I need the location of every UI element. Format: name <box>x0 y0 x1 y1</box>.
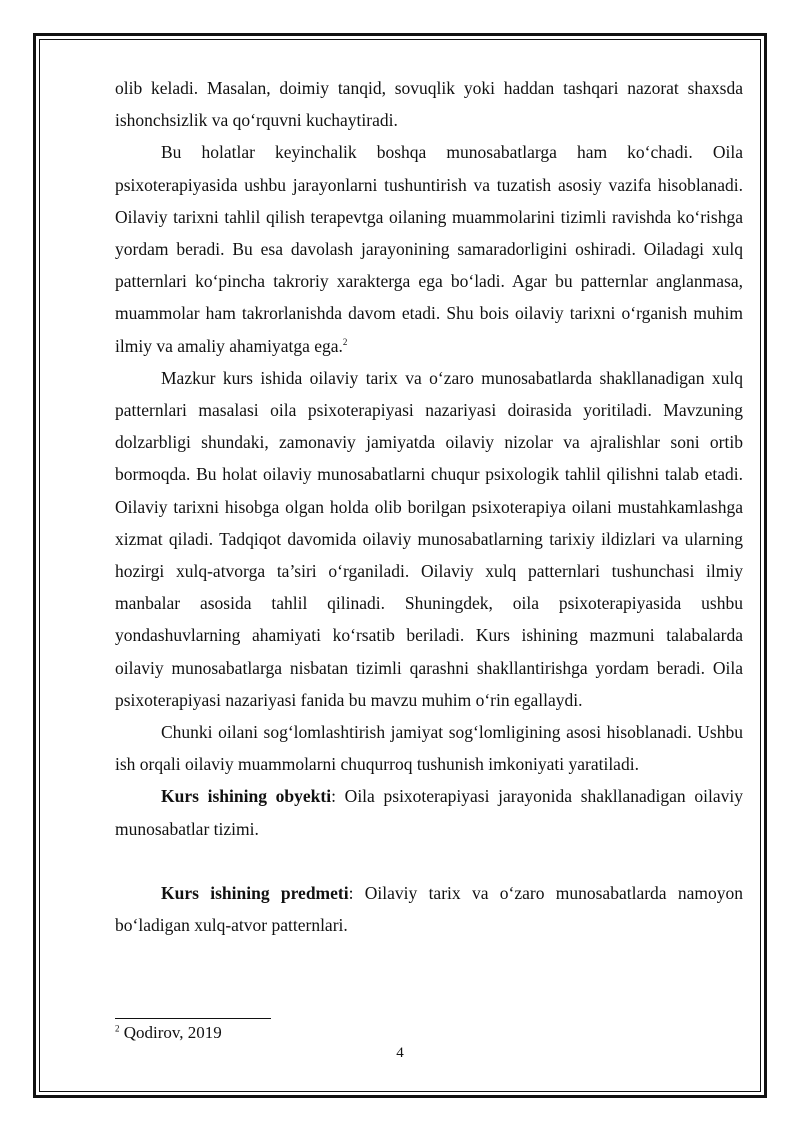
paragraph-subject <box>115 877 743 941</box>
object-text: : Oila psixoterapiyasi jarayonida shakllanadigan oilaviy munosabatlar tizimi. <box>115 786 743 839</box>
paragraph-continuation <box>115 72 743 136</box>
paragraph-family-psychotherapy <box>115 136 743 361</box>
subject-label: Kurs ishining predmeti <box>161 882 349 903</box>
footnote-number: 2 <box>115 1023 120 1034</box>
paragraph-text: olib keladi. Masalan, doimiy tanqid, sovuqlik yoki haddan tashqari nazorat shaxsda ishonchsizlik va qo‘rquvni kuchaytiradi. <box>115 78 743 131</box>
paragraph-relevance <box>115 362 743 716</box>
blank-line <box>115 845 743 877</box>
footnote-reference[interactable]: 2 <box>342 336 348 347</box>
paragraph-text: Bu holatlar keyinchalik boshqa munosabatlarga ham ko‘chadi. Oila psixoterapiyasida ushbu jarayonlarni tushuntirish va tuzatish asosiy vazifa hisoblanadi. Oilaviy tarixni tahlil qilish terapevtga oilaning muammolarini tizimli ravishda ko‘rishga yordam beradi. Bu esa davolash jarayonining samaradorligini oshiradi. Oiladagi xulq patternlari ko‘pincha takroriy xarakterga ega bo‘ladi. Agar bu patternlar anglanmasa, muammolar ham takrorlanishda davom etadi. Shu bois oilaviy tarixni o‘rganish muhim ilmiy va amaliy ahamiyatga ega. <box>115 142 743 356</box>
paragraph-object <box>115 780 743 844</box>
page-number: 4 <box>396 1045 404 1061</box>
paragraph-text: Mazkur kurs ishida oilaviy tarix va o‘zaro munosabatlarda shakllanadigan xulq patternlari masalasi oila psixoterapiyasi nazariyasi doirasida yoritiladi. Mavzuning dolzarbligi shundaki, zamonaviy jamiyatda oilaviy nizolar va ajralishlar soni ortib bormoqda. Bu holat oilaviy munosabatlarni chuqur psixologik tahlil qilishni talab etadi. Oilaviy tarixni hisobga olgan holda olib borilgan psixoterapiya oilani mustahkamlashga xizmat qiladi. Tadqiqot davomida oilaviy munosabatlarning tarixiy ildizlari va ularning hozirgi xulq-atvorga ta’siri o‘rganiladi. Oilaviy xulq patternlari tushunchasi ilmiy manbalar asosida tahlil qilinadi. Shuningdek, oila psixoterapiyasida ushbu yondashuvlarning ahamiyati ko‘rsatib beriladi. Kurs ishining mazmuni talabalarda oilaviy munosabatlarga nisbatan tizimli qarashni shakllantirishga yordam beradi. Oila psixoterapiyasi nazariyasi fanida bu mavzu muhim o‘rin egallaydi. <box>115 367 743 710</box>
footnote-text: Qodirov, 2019 <box>123 1023 222 1042</box>
document-body <box>115 72 743 941</box>
paragraph-conclusion <box>115 716 743 780</box>
object-label: Kurs ishining obyekti <box>161 786 332 807</box>
footnote <box>115 1022 222 1044</box>
footnote-separator <box>115 1018 271 1019</box>
paragraph-text: Chunki oilani sog‘lomlashtirish jamiyat sog‘lomligining asosi hisoblanadi. Ushbu ish orqali oilaviy muammolarni chuqurroq tushunish imkoniyati yaratiladi. <box>115 722 743 775</box>
subject-text: : Oilaviy tarix va o‘zaro munosabatlarda namoyon bo‘ladigan xulq-atvor patternlari. <box>115 882 743 936</box>
